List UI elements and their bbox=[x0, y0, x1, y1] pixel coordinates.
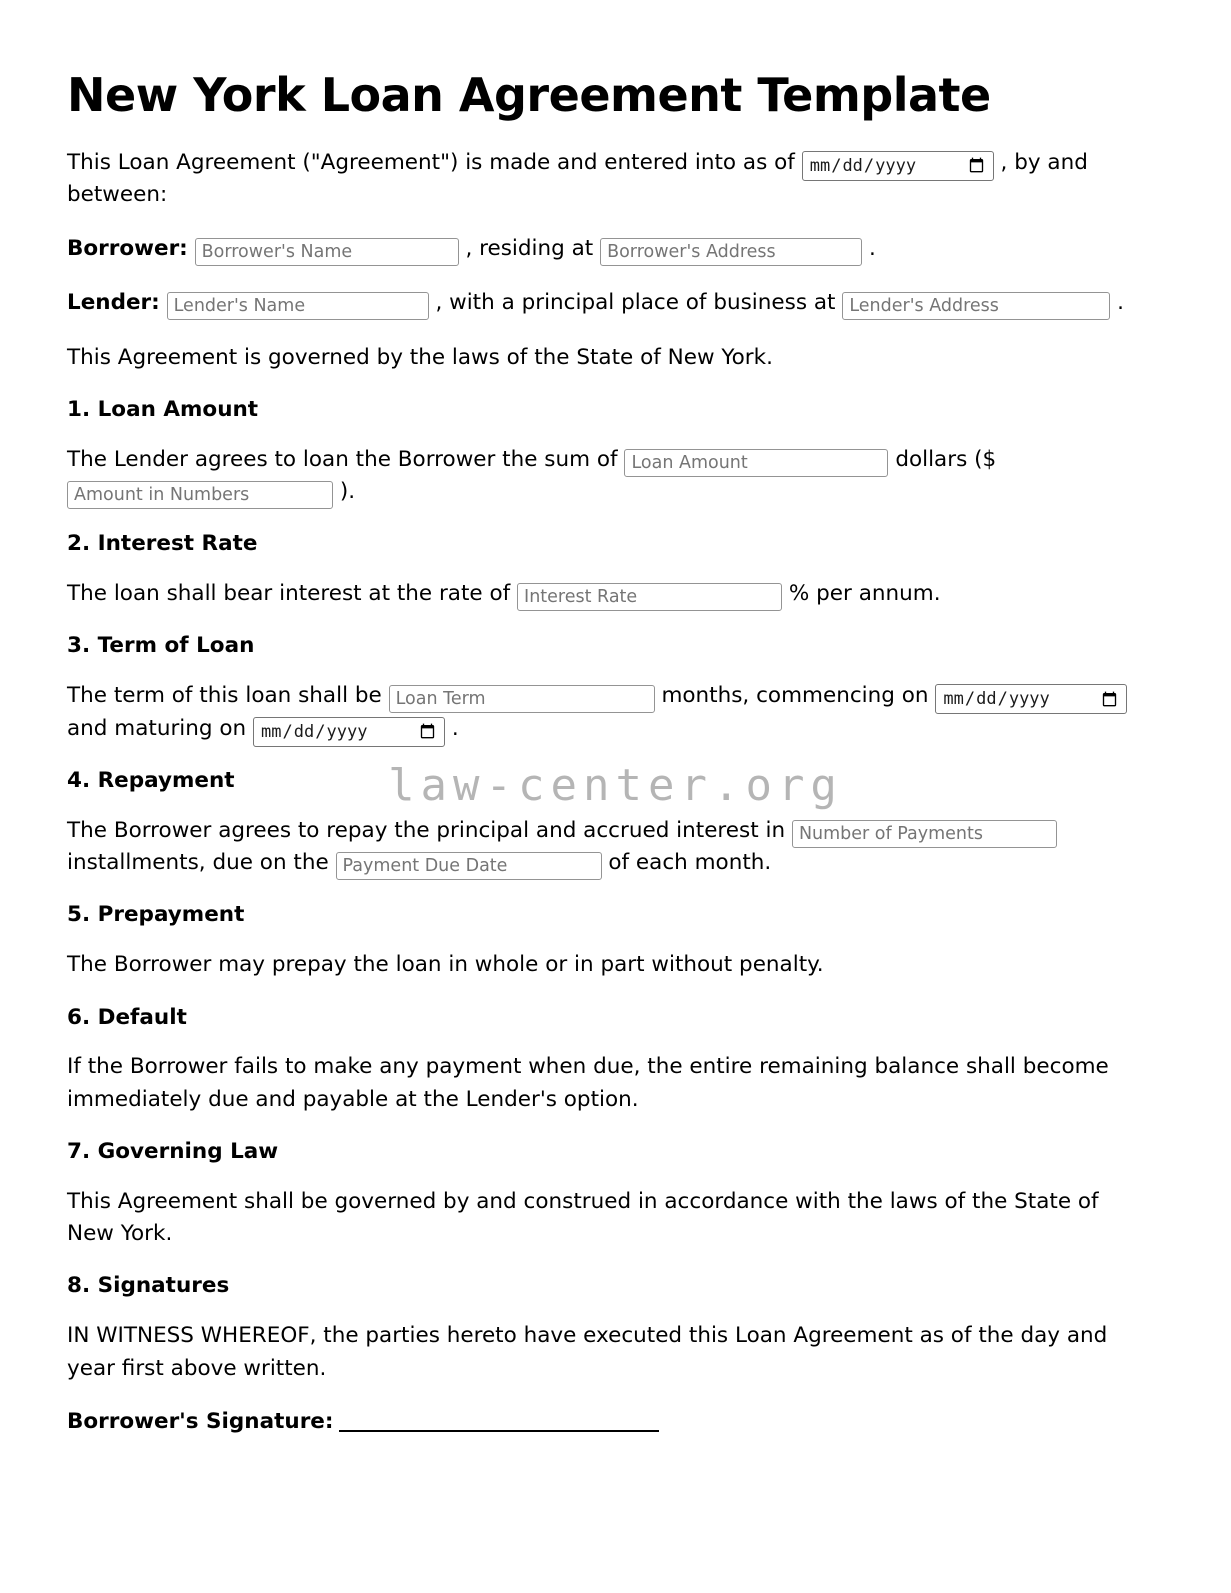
signatures-paragraph: IN WITNESS WHEREOF, the parties hereto have executed this Loan Agreement as of the day and year first above written. bbox=[67, 1323, 1108, 1381]
lender-name-input[interactable] bbox=[167, 292, 429, 320]
governing-law-paragraph: This Agreement shall be governed by and construed in accordance with the laws of the State of New York. bbox=[67, 1188, 1099, 1247]
watermark: law-center.org bbox=[388, 760, 843, 811]
amount-in-numbers-input[interactable] bbox=[67, 481, 333, 509]
interest-rate-input[interactable] bbox=[517, 583, 782, 611]
term-text-end: . bbox=[451, 715, 459, 741]
number-of-payments-input[interactable] bbox=[792, 820, 1057, 848]
agreement-date-input[interactable] bbox=[802, 151, 994, 181]
lender-middle-text: , with a principal place of business at bbox=[435, 290, 836, 316]
maturing-date-input[interactable] bbox=[253, 717, 445, 747]
lender-period: . bbox=[1117, 290, 1125, 316]
borrower-signature-row bbox=[67, 1407, 1136, 1437]
term-text-after: and maturing on bbox=[67, 715, 247, 741]
term-text-middle: months, commencing on bbox=[661, 683, 929, 709]
repayment-text-before: The Borrower agrees to repay the principal and accrued interest in bbox=[67, 817, 786, 843]
repayment-text-middle: installments, due on the bbox=[67, 850, 329, 876]
section-heading-signatures: 8. Signatures bbox=[67, 1273, 230, 1299]
borrower-signature-line[interactable] bbox=[339, 1430, 659, 1432]
section-heading-interest-rate: 2. Interest Rate bbox=[67, 531, 258, 557]
loan-term-input[interactable] bbox=[389, 685, 655, 713]
section-heading-loan-amount: 1. Loan Amount bbox=[67, 396, 259, 422]
commencing-date-input[interactable] bbox=[935, 684, 1127, 714]
borrower-signature-label: Borrower's Signature: bbox=[67, 1408, 334, 1434]
term-of-loan-paragraph bbox=[67, 680, 1136, 745]
section-heading-prepayment: 5. Prepayment bbox=[67, 902, 245, 928]
loan-amount-text-before: The Lender agrees to loan the Borrower the sum of bbox=[67, 446, 618, 472]
interest-rate-paragraph bbox=[67, 578, 1136, 610]
default-paragraph: If the Borrower fails to make any payment when due, the entire remaining balance shall become immediately due and payable at the Lender's option. bbox=[67, 1054, 1109, 1112]
section-heading-repayment: 4. Repayment bbox=[67, 767, 235, 793]
borrower-address-input[interactable] bbox=[600, 238, 862, 266]
lender-address-input[interactable] bbox=[842, 292, 1110, 320]
repayment-paragraph bbox=[67, 815, 1136, 880]
borrower-name-input[interactable] bbox=[195, 238, 459, 266]
interest-rate-text-before: The loan shall bear interest at the rate of bbox=[67, 581, 511, 607]
intro-text-after-date: , by and between: bbox=[67, 149, 1088, 207]
governing-intro-paragraph: This Agreement is governed by the laws of the State of New York. bbox=[67, 344, 773, 370]
term-text-before: The term of this loan shall be bbox=[67, 683, 382, 709]
lender-paragraph bbox=[67, 287, 1136, 319]
intro-text-before-date: This Loan Agreement ("Agreement") is made and entered into as of bbox=[67, 149, 795, 175]
residing-at-text: , residing at bbox=[465, 236, 594, 262]
section-heading-default: 6. Default bbox=[67, 1004, 187, 1030]
intro-paragraph bbox=[67, 147, 1136, 212]
payment-due-date-input[interactable] bbox=[336, 852, 602, 880]
lender-label: Lender: bbox=[67, 290, 160, 316]
section-heading-term-of-loan: 3. Term of Loan bbox=[67, 633, 255, 659]
prepayment-paragraph: The Borrower may prepay the loan in whole or in part without penalty. bbox=[67, 952, 824, 978]
interest-rate-text-after: % per annum. bbox=[788, 581, 941, 607]
section-heading-governing-law: 7. Governing Law bbox=[67, 1138, 279, 1164]
borrower-paragraph bbox=[67, 233, 1136, 265]
loan-amount-words-input[interactable] bbox=[624, 449, 888, 477]
loan-amount-paragraph bbox=[67, 444, 1136, 509]
borrower-period: . bbox=[868, 236, 876, 262]
loan-amount-text-middle: dollars ($ bbox=[895, 446, 997, 472]
borrower-label: Borrower: bbox=[67, 236, 188, 262]
repayment-text-after: of each month. bbox=[608, 850, 772, 876]
page-title: New York Loan Agreement Template bbox=[67, 68, 991, 122]
loan-amount-text-after: ). bbox=[339, 479, 356, 505]
